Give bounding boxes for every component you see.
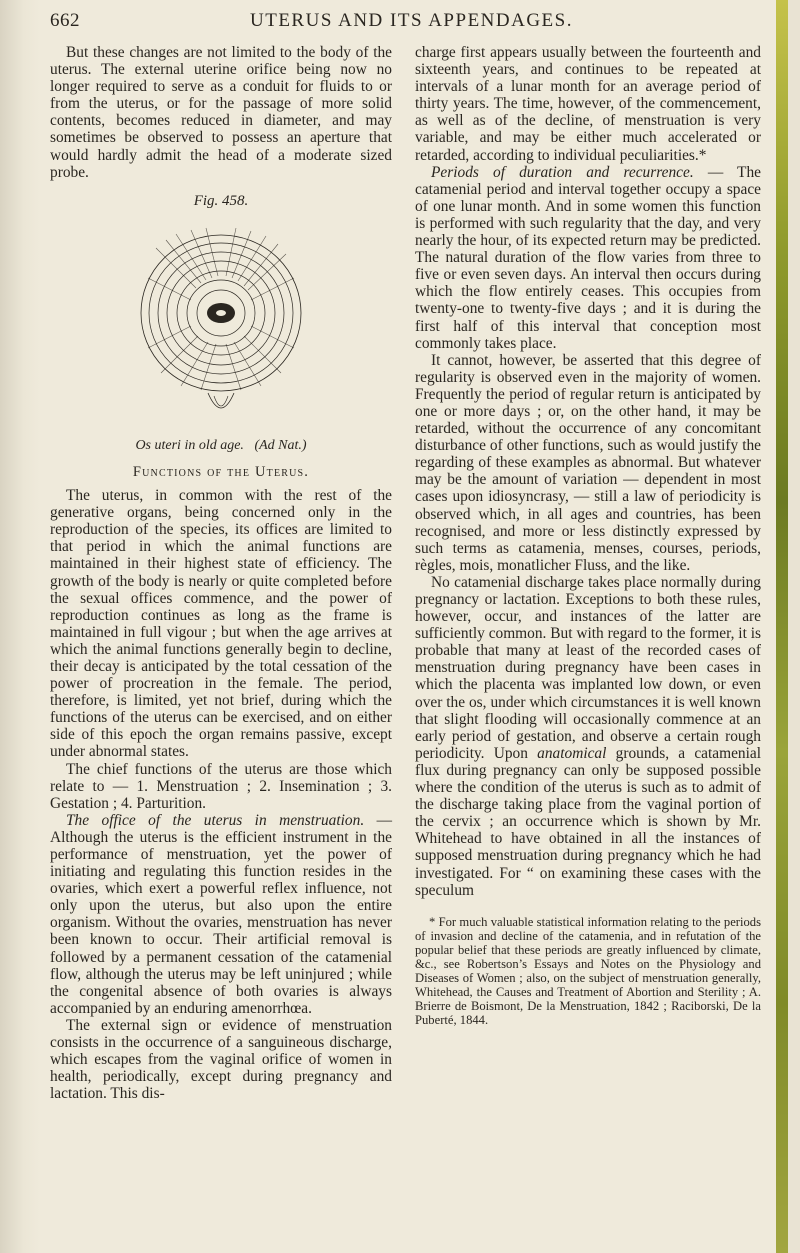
paragraph-body: — The catamenial period and interval together occupy a space of one lunar month. And in some women this function is performed with such regularity that the day, and very nearly the hour, of its expected return may be predicted. The natural duration of the flow varies from three to five or even seven days. An interval then occurs during which the flow entirely ceases. This occupies from twenty-one to twenty-five days ; and it is during the first half of this interval that conception most commonly takes place. xyxy=(415,163,761,352)
figure-caption-source: (Ad Nat.) xyxy=(254,437,307,453)
page-edge-stain xyxy=(776,0,788,1253)
paragraph: The chief functions of the uterus are those which relate to — 1. Menstruation ; 2. Insemination ; 3. Gestation ; 4. Parturition. xyxy=(50,760,392,812)
paragraph: charge first appears usually between the fourteenth and sixteenth years, and continues to be repeated at intervals of a lunar month for an average period of thirty years. The time, however, of the commencement, as well as of the decline, of menstruation is very variable, and may be either much accelerated or retarded, according to individual peculiarities.* xyxy=(415,44,761,164)
paragraph: But these changes are not limited to the body of the uterus. The external uterine orifice being now no longer required to serve as a conduit for fluids to or from the uterus, or for the passage of more solid contents, becomes reduced in diameter, and may sometimes be observed to possess an aperture that would hardly admit the head of a moderate sized probe. xyxy=(50,44,392,181)
paragraph-body: grounds, a catamenial flux during pregnancy can only be supposed possible where the condition of the uterus is such as to admit of the discharge taking place from the vaginal portion of the cervix ; an occurrence which is shown by Mr. Whitehead to have obtained in all the instances of supposed menstruation during pregnancy which he had investigated. For “ on examining these cases with the speculum xyxy=(415,744,761,899)
paragraph: The external sign or evidence of menstruation consists in the occurrence of a sanguineous discharge, which escapes from the vaginal orifice of women in health, periodically, except during pregnancy and lactation. This dis- xyxy=(50,1016,392,1103)
paragraph-subheading: Periods of duration and recurrence. xyxy=(431,163,694,181)
paragraph-body: — Although the uterus is the efficient instrument in the performance of menstruation, yet the power of initiating and regulating this function resides in the ovaries, which exert a powerful reflex influence, not only upon the uterus, but also upon the entire organism. Without the ovaries, menstruation has never been known to occur. Their artificial removal is followed by a permanent cessation of the catamenial flow, although the uterus may be left uninjured ; while the congenital absence of both ovaries is always accompanied by an enduring amenorrhœa. xyxy=(50,811,392,1017)
page-gutter xyxy=(0,0,40,1253)
paragraph: It cannot, however, be asserted that this degree of regularity is observed even in the majority of women. Frequently the period of regular return is anticipated by one or more days ; or, on the other hand, it may be retarded, without the occurrence of any concomitant disturbance of other functions, such as would justify the regarding of these examples as abnormal. But whatever may be the amount of variation — dependent in most cases upon idiosyncrasy, — still a law of periodicity is observed which, in all ages and countries, has been recognised, and more or less distinctly expressed by such terms as catamenia, menses, courses, periods, règles, mois, monatlicher Fluss, and the like. xyxy=(415,351,761,574)
paragraph xyxy=(415,164,761,352)
section-heading: Functions of the Uterus. xyxy=(132,463,310,480)
paragraph-subheading: The office of the uterus in menstruation. xyxy=(66,811,365,829)
footnote-text: * For much valuable statistical information relating to the periods of invasion and decline of the catamenia, and in refutation of the popular belief that these periods are greatly influenced by climate, &c., see Robertson’s Essays and Notes on the Physiology and Diseases of Women ; also, on the subject of menstruation generally, Whitehead, the Causes and Treatment of Abortion and Sterility ; A. Brierre de Boismont, De la Menstruation, 1842 ; Raciborski, De la Puberté, 1844. xyxy=(415,914,761,1027)
figure-caption xyxy=(50,437,392,454)
left-column xyxy=(50,44,392,1102)
running-head xyxy=(50,6,750,32)
right-column xyxy=(415,44,761,1027)
page-number: 662 xyxy=(50,10,80,31)
figure-caption-latin: Os uteri in old age. xyxy=(135,437,244,453)
footnote xyxy=(415,915,761,1027)
paragraph xyxy=(50,812,392,1017)
paragraph: The uterus, in common with the rest of the generative organs, being concerned only in the reproduction of the species, its offices are limited to that period in which the animal functions are maintained in their highest state of efficiency. The growth of the body is nearly or quite completed before the sexual offices commence, and the power of reproduction continues as long as the frame is maintained in full vigour ; but when the age arrives at which the animal functions generally begin to decline, their decay is anticipated by the total cessation of the power of procreation in the female. The period, therefore, is limited, yet not brief, during which the functions of the uterus can be exercised, and on either side of this epoch the organ remains passive, except under abnormal states. xyxy=(50,487,392,761)
os-uteri-figure xyxy=(136,218,306,433)
paragraph-emphasis: anatomical xyxy=(537,744,607,762)
paragraph xyxy=(415,574,761,899)
running-title: UTERUS AND ITS APPENDAGES. xyxy=(250,10,573,31)
figure-label: Fig. 458. xyxy=(193,192,249,209)
paragraph-body: No catamenial discharge takes place normally during pregnancy or lactation. Exceptions to both these rules, however, occur, and instances of the latter are sufficiently common. But with regard to the former, it is probable that many at least of the recorded cases of menstruation during pregnancy have been cases in which the placenta was implanted low down, or even over the os, under which circumstances it is well known that slight flooding will occasionally commence at an early period of gestation, and observe a certain rough periodicity. Upon xyxy=(415,573,761,762)
